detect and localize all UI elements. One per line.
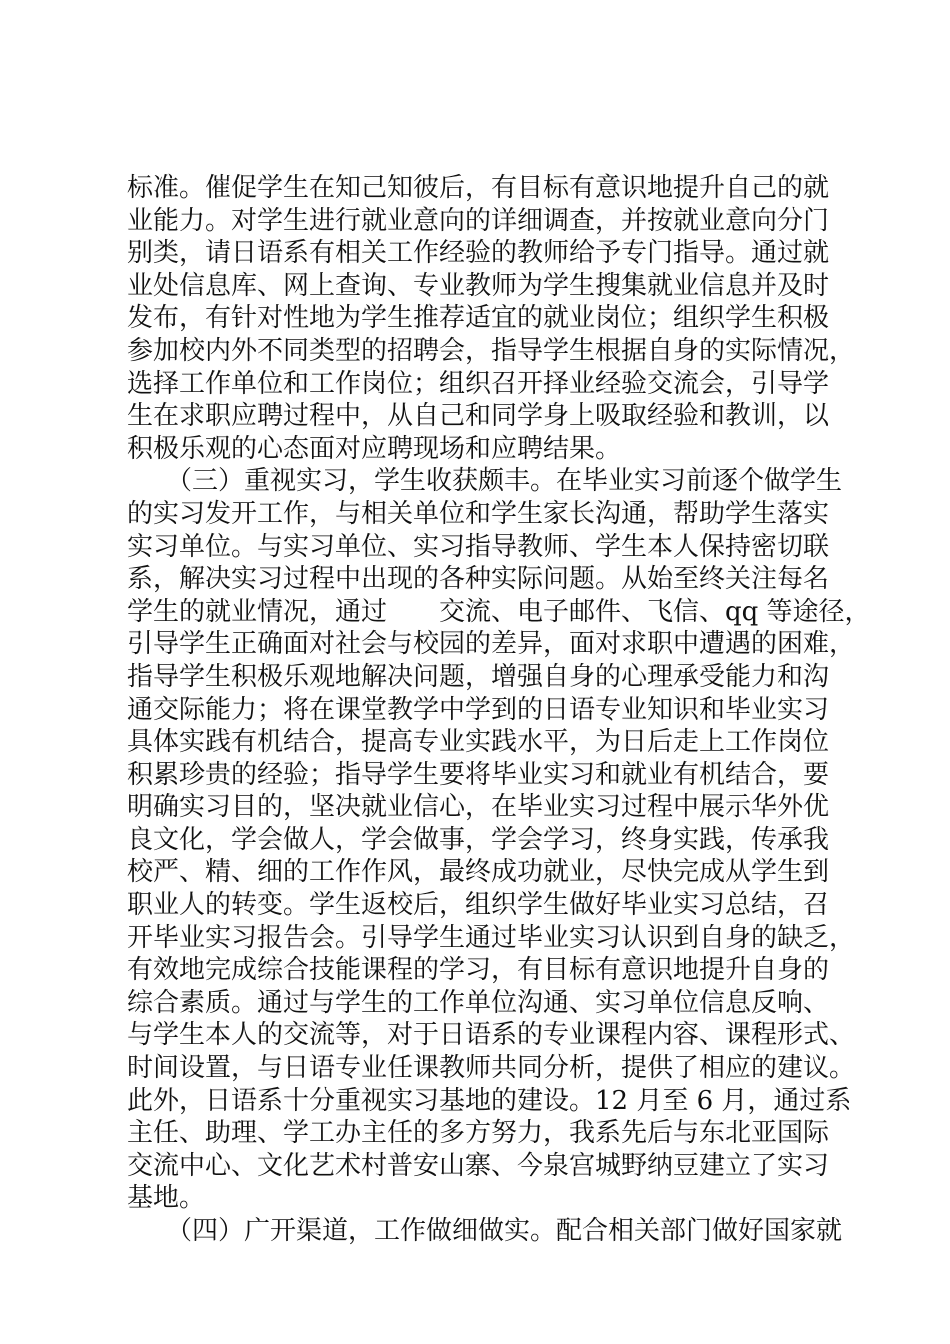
section-heading-line: （四）广开渠道，工作做细做实。配合相关部门做好国家就 bbox=[127, 1216, 843, 1246]
text-line: 标准。催促学生在知己知彼后，有目标有意识地提升自己的就 bbox=[127, 173, 830, 203]
section-heading-line: （三）重视实习，学生收获颇丰。在毕业实习前逐个做学生 bbox=[127, 466, 843, 497]
text-line: 主任、助理、学工办主任的多方努力，我系先后与东北亚国际 bbox=[127, 1118, 830, 1149]
text-line: 与学生本人的交流等，对于日语系的专业课程内容、课程形式、 bbox=[127, 1020, 856, 1051]
body-text bbox=[127, 172, 871, 1248]
text-line: 学生的就业情况，通过 交流、电子邮件、飞信、qq 等途径， bbox=[127, 596, 871, 627]
text-line: 发布，有针对性地为学生推荐适宜的就业岗位；组织学生积极 bbox=[127, 303, 830, 334]
text-line: 基地。 bbox=[127, 1183, 206, 1214]
text-line: 的实习发开工作，与相关单位和学生家长沟通，帮助学生落实 bbox=[127, 498, 830, 529]
text-line: 良文化，学会做人，学会做事，学会学习，终身实践，传承我 bbox=[127, 824, 830, 855]
text-line: 时间设置，与日语专业任课教师共同分析，提供了相应的建议。 bbox=[127, 1053, 856, 1084]
text-line: 引导学生正确面对社会与校园的差异，面对求职中遭遇的困难， bbox=[127, 629, 856, 660]
text-line: 别类，请日语系有相关工作经验的教师给予专门指导。通过就 bbox=[127, 238, 830, 269]
text-line: 指导学生积极乐观地解决问题，增强自身的心理承受能力和沟 bbox=[127, 661, 830, 692]
text-line: 参加校内外不同类型的招聘会，指导学生根据自身的实际情况， bbox=[127, 335, 856, 366]
text-line: 选择工作单位和工作岗位；组织召开择业经验交流会，引导学 bbox=[127, 368, 830, 399]
text-line: 通交际能力；将在课堂教学中学到的日语专业知识和毕业实习 bbox=[127, 694, 830, 725]
text-line: 业处信息库、网上查询、专业教师为学生搜集就业信息并及时 bbox=[127, 270, 830, 301]
text-line: 生在求职应聘过程中，从自己和同学身上吸取经验和教训，以 bbox=[127, 401, 830, 432]
text-line: 此外，日语系十分重视实习基地的建设。12 月至 6 月，通过系 bbox=[127, 1085, 852, 1116]
text-line: 开毕业实习报告会。引导学生通过毕业实习认识到自身的缺乏， bbox=[127, 922, 856, 953]
text-line: 实习单位。与实习单位、实习指导教师、学生本人保持密切联 bbox=[127, 531, 830, 562]
text-line: 积极乐观的心态面对应聘现场和应聘结果。 bbox=[127, 433, 622, 464]
text-line: 有效地完成综合技能课程的学习，有目标有意识地提升自身的 bbox=[127, 955, 830, 986]
text-line: 明确实习目的，坚决就业信心，在毕业实习过程中展示华外优 bbox=[127, 792, 830, 823]
text-line: 系，解决实习过程中出现的各种实际问题。从始至终关注每名 bbox=[127, 564, 830, 595]
text-line: 交流中心、文化艺术村普安山寨、今泉宫城野纳豆建立了实习 bbox=[127, 1150, 830, 1181]
text-line: 综合素质。通过与学生的工作单位沟通、实习单位信息反响、 bbox=[127, 987, 830, 1018]
text-line: 业能力。对学生进行就业意向的详细调查，并按就业意向分门 bbox=[127, 205, 830, 236]
text-line: 校严、精、细的工作作风，最终成功就业，尽快完成从学生到 bbox=[127, 857, 830, 888]
text-line: 职业人的转变。学生返校后，组织学生做好毕业实习总结，召 bbox=[127, 890, 830, 921]
text-line: 具体实践有机结合，提高专业实践水平，为日后走上工作岗位 bbox=[127, 727, 830, 758]
text-line: 积累珍贵的经验；指导学生要将毕业实习和就业有机结合，要 bbox=[127, 759, 830, 790]
